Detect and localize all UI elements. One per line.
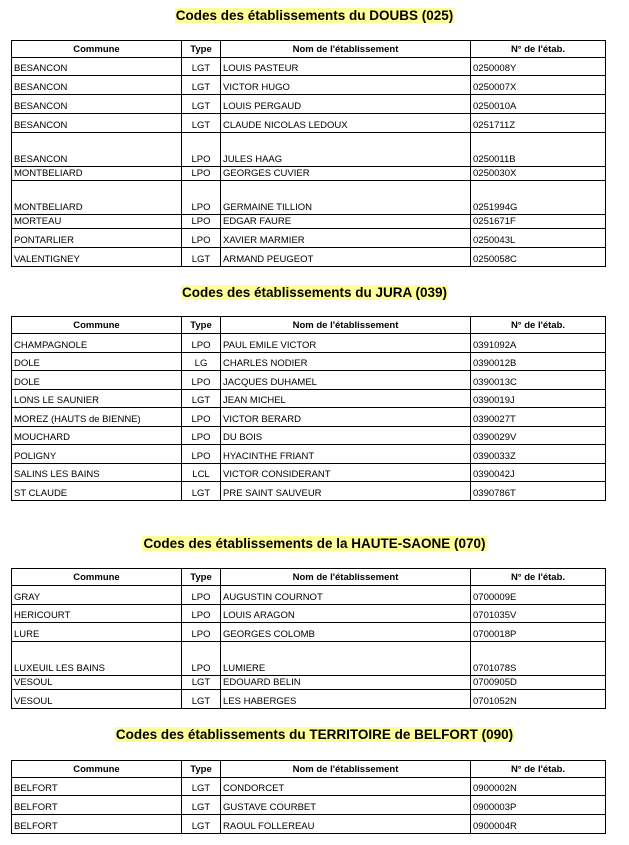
code-cell: 0251671F [471, 215, 606, 229]
establishments-table [11, 40, 606, 267]
code-cell: 0700009E [471, 586, 606, 605]
code-cell: 0900004R [471, 815, 606, 834]
table-row [12, 229, 606, 248]
table-row [12, 778, 606, 796]
name-cell: XAVIER MARMIER [221, 229, 471, 248]
name-cell: JACQUES DUHAMEL [221, 371, 471, 390]
commune-cell: ST CLAUDE [12, 482, 182, 501]
commune-cell: BELFORT [12, 778, 182, 796]
commune-cell: LURE [12, 623, 182, 642]
section-title-text: Codes des établissements du DOUBS (025) [175, 8, 454, 23]
code-cell: 0390019J [471, 390, 606, 408]
name-cell: CHARLES NODIER [221, 353, 471, 371]
table-row [12, 408, 606, 427]
type-cell: LG [182, 353, 221, 371]
commune-cell: BESANCON [12, 95, 182, 114]
establishments-table [11, 568, 606, 709]
code-header: N° de l'étab. [471, 569, 606, 586]
type-cell: LGT [182, 815, 221, 834]
table-row [12, 353, 606, 371]
name-cell: GUSTAVE COURBET [221, 796, 471, 815]
commune-cell: LUXEUIL LES BAINS [12, 642, 182, 676]
commune-cell: BELFORT [12, 796, 182, 815]
name-cell: DU BOIS [221, 427, 471, 445]
type-cell: LGT [182, 58, 221, 76]
code-header: N° de l'étab. [471, 41, 606, 58]
code-cell: 0900002N [471, 778, 606, 796]
type-cell: LPO [182, 445, 221, 464]
type-cell: LPO [182, 215, 221, 229]
code-cell: 0700905D [471, 676, 606, 690]
type-header: Type [182, 569, 221, 586]
type-header: Type [182, 761, 221, 778]
type-cell: LGT [182, 95, 221, 114]
type-header: Type [182, 317, 221, 334]
name-cell: LUMIERE [221, 642, 471, 676]
code-cell: 0390012B [471, 353, 606, 371]
name-header: Nom de l'établissement [221, 41, 471, 58]
type-cell: LGT [182, 482, 221, 501]
commune-cell: MOUCHARD [12, 427, 182, 445]
table-row [12, 464, 606, 482]
code-cell: 0250010A [471, 95, 606, 114]
code-header: N° de l'étab. [471, 317, 606, 334]
table-row [12, 676, 606, 690]
commune-cell: DOLE [12, 371, 182, 390]
code-cell: 0701052N [471, 690, 606, 709]
code-cell: 0390042J [471, 464, 606, 482]
code-cell: 0250043L [471, 229, 606, 248]
commune-cell: MONTBELIARD [12, 181, 182, 215]
section-title-text: Codes des établissements de la HAUTE-SAONE (070) [143, 536, 486, 551]
name-cell: LOUIS PERGAUD [221, 95, 471, 114]
name-cell: CONDORCET [221, 778, 471, 796]
code-cell: 0250030X [471, 167, 606, 181]
type-cell: LGT [182, 796, 221, 815]
code-cell: 0250058C [471, 248, 606, 267]
table-row [12, 390, 606, 408]
commune-cell: POLIGNY [12, 445, 182, 464]
code-cell: 0250007X [471, 76, 606, 95]
table-row [12, 58, 606, 76]
name-cell: VICTOR BERARD [221, 408, 471, 427]
name-cell: ARMAND PEUGEOT [221, 248, 471, 267]
type-cell: LPO [182, 427, 221, 445]
code-cell: 0701035V [471, 605, 606, 623]
name-cell: CLAUDE NICOLAS LEDOUX [221, 114, 471, 133]
commune-cell: SALINS LES BAINS [12, 464, 182, 482]
name-cell: EDGAR FAURE [221, 215, 471, 229]
code-cell: 0250008Y [471, 58, 606, 76]
table-row [12, 642, 606, 676]
commune-cell: PONTARLIER [12, 229, 182, 248]
commune-cell: DOLE [12, 353, 182, 371]
code-cell: 0700018P [471, 623, 606, 642]
table-row [12, 181, 606, 215]
code-cell: 0390013C [471, 371, 606, 390]
type-cell: LPO [182, 229, 221, 248]
table-header-row [12, 41, 606, 58]
commune-cell: MORTEAU [12, 215, 182, 229]
name-cell: VICTOR HUGO [221, 76, 471, 95]
name-cell: VICTOR CONSIDERANT [221, 464, 471, 482]
name-cell: EDOUARD BELIN [221, 676, 471, 690]
commune-cell: VESOUL [12, 690, 182, 709]
table-header-row [12, 761, 606, 778]
name-header: Nom de l'établissement [221, 569, 471, 586]
name-cell: JULES HAAG [221, 133, 471, 167]
table-row [12, 690, 606, 709]
code-cell: 0390027T [471, 408, 606, 427]
table-row [12, 114, 606, 133]
table-row [12, 334, 606, 353]
table-header-row [12, 317, 606, 334]
name-header: Nom de l'établissement [221, 317, 471, 334]
table-row [12, 95, 606, 114]
type-cell: LPO [182, 371, 221, 390]
type-cell: LPO [182, 605, 221, 623]
table-row [12, 248, 606, 267]
type-cell: LGT [182, 76, 221, 95]
type-cell: LGT [182, 778, 221, 796]
type-header: Type [182, 41, 221, 58]
commune-cell: CHAMPAGNOLE [12, 334, 182, 353]
section-title [0, 284, 629, 302]
table-row [12, 167, 606, 181]
commune-header: Commune [12, 317, 182, 334]
commune-header: Commune [12, 761, 182, 778]
type-cell: LGT [182, 676, 221, 690]
section-title [0, 726, 629, 744]
type-cell: LGT [182, 248, 221, 267]
name-cell: PRE SAINT SAUVEUR [221, 482, 471, 501]
table-row [12, 815, 606, 834]
establishments-table [11, 760, 606, 834]
code-cell: 0391092A [471, 334, 606, 353]
section-title-text: Codes des établissements du TERRITOIRE de BELFORT (090) [115, 727, 514, 742]
commune-cell: MONTBELIARD [12, 167, 182, 181]
commune-cell: BESANCON [12, 114, 182, 133]
commune-header: Commune [12, 41, 182, 58]
code-cell: 0390033Z [471, 445, 606, 464]
type-cell: LCL [182, 464, 221, 482]
commune-cell: VALENTIGNEY [12, 248, 182, 267]
table-header-row [12, 569, 606, 586]
table-row [12, 796, 606, 815]
name-cell: LES HABERGES [221, 690, 471, 709]
name-cell: GEORGES COLOMB [221, 623, 471, 642]
commune-cell: MOREZ (HAUTS de BIENNE) [12, 408, 182, 427]
table-row [12, 133, 606, 167]
code-cell: 0251711Z [471, 114, 606, 133]
commune-cell: VESOUL [12, 676, 182, 690]
type-cell: LGT [182, 690, 221, 709]
commune-cell: GRAY [12, 586, 182, 605]
type-cell: LPO [182, 133, 221, 167]
commune-cell: BESANCON [12, 133, 182, 167]
establishments-table [11, 316, 606, 501]
type-cell: LPO [182, 623, 221, 642]
type-cell: LPO [182, 334, 221, 353]
commune-header: Commune [12, 569, 182, 586]
name-cell: RAOUL FOLLEREAU [221, 815, 471, 834]
table-row [12, 445, 606, 464]
commune-cell: BESANCON [12, 58, 182, 76]
table-row [12, 482, 606, 501]
table-row [12, 76, 606, 95]
section-title [0, 7, 629, 25]
table-row [12, 427, 606, 445]
table-row [12, 605, 606, 623]
table-row [12, 371, 606, 390]
type-cell: LPO [182, 167, 221, 181]
name-cell: PAUL EMILE VICTOR [221, 334, 471, 353]
type-cell: LPO [182, 408, 221, 427]
type-cell: LGT [182, 390, 221, 408]
name-cell: HYACINTHE FRIANT [221, 445, 471, 464]
name-cell: GERMAINE TILLION [221, 181, 471, 215]
commune-cell: BELFORT [12, 815, 182, 834]
code-cell: 0251994G [471, 181, 606, 215]
commune-cell: LONS LE SAUNIER [12, 390, 182, 408]
name-cell: GEORGES CUVIER [221, 167, 471, 181]
code-cell: 0701078S [471, 642, 606, 676]
table-row [12, 215, 606, 229]
code-cell: 0250011B [471, 133, 606, 167]
commune-cell: HERICOURT [12, 605, 182, 623]
type-cell: LPO [182, 181, 221, 215]
code-cell: 0900003P [471, 796, 606, 815]
table-row [12, 586, 606, 605]
code-header: N° de l'étab. [471, 761, 606, 778]
code-cell: 0390029V [471, 427, 606, 445]
section-title-text: Codes des établissements du JURA (039) [181, 285, 448, 300]
type-cell: LPO [182, 642, 221, 676]
name-cell: AUGUSTIN COURNOT [221, 586, 471, 605]
type-cell: LPO [182, 586, 221, 605]
section-title [0, 535, 629, 553]
type-cell: LGT [182, 114, 221, 133]
name-cell: JEAN MICHEL [221, 390, 471, 408]
commune-cell: BESANCON [12, 76, 182, 95]
name-cell: LOUIS ARAGON [221, 605, 471, 623]
name-header: Nom de l'établissement [221, 761, 471, 778]
code-cell: 0390786T [471, 482, 606, 501]
table-row [12, 623, 606, 642]
name-cell: LOUIS PASTEUR [221, 58, 471, 76]
